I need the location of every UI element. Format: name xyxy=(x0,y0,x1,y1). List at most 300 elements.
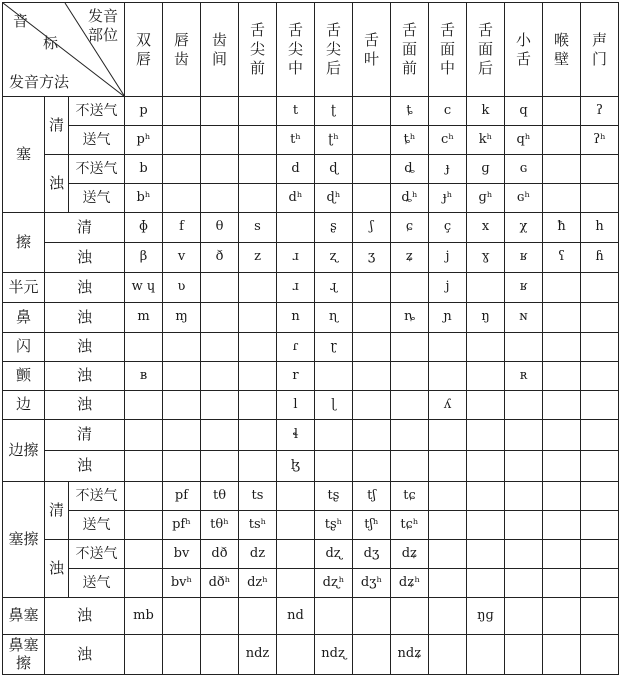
symbol-cell xyxy=(239,420,277,451)
symbol-cell: ɲ xyxy=(429,303,467,333)
symbol-cell: ɬ xyxy=(277,420,315,451)
manner-label-semivowel: 半元 xyxy=(3,273,45,303)
symbol-cell xyxy=(543,511,581,540)
symbol-cell xyxy=(353,362,391,391)
symbol-cell: ŋɡ xyxy=(467,598,505,635)
manner-label-prenasal: 鼻塞 xyxy=(3,598,45,635)
symbol-cell: p xyxy=(125,97,163,126)
aspiration-label: 送气 xyxy=(69,184,125,213)
symbol-cell xyxy=(201,333,239,362)
symbol-cell xyxy=(391,333,429,362)
table-row xyxy=(3,97,619,126)
symbol-cell xyxy=(353,420,391,451)
table-row xyxy=(3,155,619,184)
symbol-cell xyxy=(543,303,581,333)
symbol-cell xyxy=(505,569,543,598)
symbol-cell xyxy=(543,569,581,598)
symbol-cell xyxy=(581,362,619,391)
symbol-cell xyxy=(581,420,619,451)
symbol-cell xyxy=(277,213,315,243)
symbol-cell xyxy=(391,391,429,420)
symbol-cell xyxy=(277,540,315,569)
manner-label-prenasal-affricate: 鼻塞擦 xyxy=(3,635,45,675)
symbol-cell xyxy=(353,184,391,213)
symbol-cell: ʁ xyxy=(505,273,543,303)
symbol-cell xyxy=(581,482,619,511)
voicing-label: 浊 xyxy=(45,635,125,675)
ipa-consonant-table-container xyxy=(2,2,619,675)
symbol-cell: ʙ xyxy=(125,362,163,391)
aspiration-label: 送气 xyxy=(69,569,125,598)
symbol-cell xyxy=(505,451,543,482)
symbol-cell xyxy=(353,391,391,420)
symbol-cell: dʑ xyxy=(391,540,429,569)
symbol-cell: n xyxy=(277,303,315,333)
symbol-cell xyxy=(239,97,277,126)
symbol-cell xyxy=(353,635,391,675)
symbol-cell xyxy=(505,482,543,511)
table-row xyxy=(3,391,619,420)
symbol-cell xyxy=(543,126,581,155)
place-header: 唇齿 xyxy=(163,3,201,97)
symbol-cell xyxy=(239,391,277,420)
symbol-cell: f xyxy=(163,213,201,243)
symbol-cell xyxy=(581,303,619,333)
symbol-cell: ʕ xyxy=(543,243,581,273)
symbol-cell xyxy=(239,184,277,213)
table-row xyxy=(3,243,619,273)
symbol-cell xyxy=(581,511,619,540)
symbol-cell xyxy=(581,598,619,635)
symbol-cell xyxy=(201,97,239,126)
symbol-cell xyxy=(239,273,277,303)
symbol-cell xyxy=(467,333,505,362)
symbol-cell: ɴ xyxy=(505,303,543,333)
symbol-cell: ɻ xyxy=(315,273,353,303)
symbol-cell xyxy=(353,273,391,303)
symbol-cell: ʒ xyxy=(353,243,391,273)
symbol-cell xyxy=(163,362,201,391)
symbol-cell xyxy=(353,333,391,362)
place-header: 喉壁 xyxy=(543,3,581,97)
place-header: 小舌 xyxy=(505,3,543,97)
voicing-label: 浊 xyxy=(45,333,125,362)
corner-label-place: 发音部位 xyxy=(87,7,118,44)
symbol-cell: ç xyxy=(429,213,467,243)
symbol-cell xyxy=(201,303,239,333)
symbol-cell xyxy=(163,155,201,184)
symbol-cell xyxy=(391,420,429,451)
table-row xyxy=(3,420,619,451)
symbol-cell xyxy=(543,420,581,451)
symbol-cell xyxy=(429,569,467,598)
symbol-cell: tɕ xyxy=(391,482,429,511)
symbol-cell xyxy=(581,540,619,569)
symbol-cell xyxy=(163,391,201,420)
manner-label-fricative: 擦 xyxy=(3,213,45,273)
symbol-cell xyxy=(429,451,467,482)
symbol-cell xyxy=(277,569,315,598)
symbol-cell xyxy=(125,540,163,569)
symbol-cell xyxy=(353,97,391,126)
table-row xyxy=(3,333,619,362)
corner-label-biao: 标 xyxy=(43,34,59,52)
symbol-cell xyxy=(315,451,353,482)
symbol-cell xyxy=(429,598,467,635)
aspiration-label: 不送气 xyxy=(69,540,125,569)
aspiration-label: 不送气 xyxy=(69,155,125,184)
manner-label-lateral-fricative: 边擦 xyxy=(3,420,45,482)
symbol-cell: bvʰ xyxy=(163,569,201,598)
symbol-cell xyxy=(201,391,239,420)
symbol-cell: ɟʰ xyxy=(429,184,467,213)
corner-label-manner: 发音方法 xyxy=(9,72,70,91)
place-header: 双唇 xyxy=(125,3,163,97)
symbol-cell: t xyxy=(277,97,315,126)
symbol-cell: m xyxy=(125,303,163,333)
symbol-cell: cʰ xyxy=(429,126,467,155)
symbol-cell: ȵ xyxy=(391,303,429,333)
symbol-cell xyxy=(505,391,543,420)
symbol-cell: ħ xyxy=(543,213,581,243)
symbol-cell xyxy=(353,126,391,155)
symbol-cell: ɹ xyxy=(277,273,315,303)
voicing-label: 清 xyxy=(45,420,125,451)
symbol-cell xyxy=(543,333,581,362)
symbol-cell: ɣ xyxy=(467,243,505,273)
symbol-cell xyxy=(543,482,581,511)
symbol-cell xyxy=(581,155,619,184)
symbol-cell xyxy=(125,420,163,451)
symbol-cell xyxy=(125,511,163,540)
symbol-cell xyxy=(581,333,619,362)
symbol-cell: dʑʰ xyxy=(391,569,429,598)
symbol-cell xyxy=(353,303,391,333)
symbol-cell: ɢʰ xyxy=(505,184,543,213)
symbol-cell xyxy=(315,598,353,635)
symbol-cell xyxy=(201,184,239,213)
place-header: 舌叶 xyxy=(353,3,391,97)
symbol-cell: ʎ xyxy=(429,391,467,420)
symbol-cell: ndz xyxy=(239,635,277,675)
table-row xyxy=(3,362,619,391)
symbol-cell xyxy=(581,273,619,303)
symbol-cell: tʂʰ xyxy=(315,511,353,540)
symbol-cell xyxy=(505,511,543,540)
symbol-cell: dʐʰ xyxy=(315,569,353,598)
symbol-cell xyxy=(543,97,581,126)
place-header: 声门 xyxy=(581,3,619,97)
symbol-cell xyxy=(201,362,239,391)
symbol-cell xyxy=(391,362,429,391)
place-header: 舌面中 xyxy=(429,3,467,97)
symbol-cell: tʃ xyxy=(353,482,391,511)
place-header: 舌尖后 xyxy=(315,3,353,97)
place-header: 舌面后 xyxy=(467,3,505,97)
manner-label-affricate: 塞擦 xyxy=(3,482,45,598)
symbol-cell: pf xyxy=(163,482,201,511)
symbol-cell xyxy=(163,635,201,675)
table-row xyxy=(3,635,619,675)
symbol-cell xyxy=(163,126,201,155)
voicing-label: 浊 xyxy=(45,391,125,420)
table-row xyxy=(3,184,619,213)
voicing-label: 清 xyxy=(45,97,69,155)
symbol-cell xyxy=(201,126,239,155)
symbol-cell: h xyxy=(581,213,619,243)
table-row xyxy=(3,451,619,482)
symbol-cell xyxy=(543,184,581,213)
manner-label-flap: 闪 xyxy=(3,333,45,362)
symbol-cell: tθ xyxy=(201,482,239,511)
symbol-cell: j xyxy=(429,273,467,303)
symbol-cell xyxy=(543,362,581,391)
symbol-cell xyxy=(467,362,505,391)
symbol-cell: j xyxy=(429,243,467,273)
symbol-cell: dðʰ xyxy=(201,569,239,598)
symbol-cell xyxy=(581,635,619,675)
symbol-cell: ɾ xyxy=(277,333,315,362)
symbol-cell: ʁ xyxy=(505,243,543,273)
aspiration-label: 不送气 xyxy=(69,97,125,126)
symbol-cell: ʔ xyxy=(581,97,619,126)
symbol-cell xyxy=(429,482,467,511)
place-header: 舌尖中 xyxy=(277,3,315,97)
symbol-cell xyxy=(543,391,581,420)
symbol-cell: tʃʰ xyxy=(353,511,391,540)
symbol-cell xyxy=(239,598,277,635)
symbol-cell xyxy=(429,420,467,451)
symbol-cell xyxy=(391,451,429,482)
manner-label-trill: 颤 xyxy=(3,362,45,391)
symbol-cell xyxy=(125,635,163,675)
symbol-cell: ɮ xyxy=(277,451,315,482)
symbol-cell: b xyxy=(125,155,163,184)
symbol-cell xyxy=(429,511,467,540)
symbol-cell xyxy=(163,97,201,126)
symbol-cell: tʰ xyxy=(277,126,315,155)
symbol-cell: ȡ xyxy=(391,155,429,184)
symbol-cell: dʒ xyxy=(353,540,391,569)
symbol-cell: ndʑ xyxy=(391,635,429,675)
symbol-cell: tsʰ xyxy=(239,511,277,540)
ipa-consonant-table xyxy=(2,2,619,675)
symbol-cell xyxy=(353,451,391,482)
symbol-cell: β xyxy=(125,243,163,273)
symbol-cell xyxy=(429,362,467,391)
symbol-cell: ɸ xyxy=(125,213,163,243)
symbol-cell: bv xyxy=(163,540,201,569)
symbol-cell xyxy=(125,391,163,420)
symbol-cell xyxy=(201,598,239,635)
place-header: 齿间 xyxy=(201,3,239,97)
symbol-cell xyxy=(353,155,391,184)
symbol-cell: ʑ xyxy=(391,243,429,273)
table-row xyxy=(3,273,619,303)
symbol-cell: bʰ xyxy=(125,184,163,213)
corner-label-yin: 音 xyxy=(13,12,29,30)
symbol-cell: ts xyxy=(239,482,277,511)
manner-label-lateral: 边 xyxy=(3,391,45,420)
table-row xyxy=(3,482,619,511)
symbol-cell xyxy=(201,451,239,482)
symbol-cell: χ xyxy=(505,213,543,243)
symbol-cell xyxy=(125,333,163,362)
symbol-cell xyxy=(277,482,315,511)
manner-label-nasal: 鼻 xyxy=(3,303,45,333)
symbol-cell xyxy=(581,184,619,213)
symbol-cell: x xyxy=(467,213,505,243)
voicing-label: 浊 xyxy=(45,155,69,213)
symbol-cell: ɖʰ xyxy=(315,184,353,213)
symbol-cell: dʒʰ xyxy=(353,569,391,598)
symbol-cell xyxy=(543,598,581,635)
symbol-cell: ð xyxy=(201,243,239,273)
voicing-label: 浊 xyxy=(45,243,125,273)
symbol-cell: ɡʰ xyxy=(467,184,505,213)
voicing-label: 浊 xyxy=(45,362,125,391)
symbol-cell xyxy=(239,333,277,362)
symbol-cell xyxy=(581,391,619,420)
symbol-cell xyxy=(581,569,619,598)
symbol-cell xyxy=(391,598,429,635)
symbol-cell xyxy=(353,598,391,635)
symbol-cell: ʐ xyxy=(315,243,353,273)
symbol-cell: ɭ xyxy=(315,391,353,420)
symbol-cell: pfʰ xyxy=(163,511,201,540)
table-row xyxy=(3,569,619,598)
symbol-cell: ɱ xyxy=(163,303,201,333)
symbol-cell xyxy=(239,362,277,391)
symbol-cell: tθʰ xyxy=(201,511,239,540)
symbol-cell: ȶʰ xyxy=(391,126,429,155)
symbol-cell: ʔʰ xyxy=(581,126,619,155)
symbol-cell xyxy=(467,451,505,482)
symbol-cell xyxy=(505,333,543,362)
symbol-cell xyxy=(429,540,467,569)
symbol-cell xyxy=(163,333,201,362)
symbol-cell: ɖ xyxy=(315,155,353,184)
table-row xyxy=(3,126,619,155)
symbol-cell xyxy=(201,635,239,675)
symbol-cell xyxy=(239,451,277,482)
symbol-cell: tʂ xyxy=(315,482,353,511)
place-header: 舌尖前 xyxy=(239,3,277,97)
symbol-cell xyxy=(315,420,353,451)
symbol-cell: ɹ xyxy=(277,243,315,273)
symbol-cell xyxy=(543,635,581,675)
voicing-label: 清 xyxy=(45,213,125,243)
voicing-label: 浊 xyxy=(45,451,125,482)
symbol-cell: ɦ xyxy=(581,243,619,273)
symbol-cell xyxy=(391,273,429,303)
symbol-cell: tɕʰ xyxy=(391,511,429,540)
symbol-cell: ȡʰ xyxy=(391,184,429,213)
table-row xyxy=(3,303,619,333)
corner-cell xyxy=(3,3,125,97)
symbol-cell: kʰ xyxy=(467,126,505,155)
symbol-cell xyxy=(429,333,467,362)
aspiration-label: 不送气 xyxy=(69,482,125,511)
aspiration-label: 送气 xyxy=(69,126,125,155)
manner-label-stop: 塞 xyxy=(3,97,45,213)
symbol-cell xyxy=(543,451,581,482)
symbol-cell: pʰ xyxy=(125,126,163,155)
symbol-cell: r xyxy=(277,362,315,391)
symbol-cell: ɽ xyxy=(315,333,353,362)
aspiration-label: 送气 xyxy=(69,511,125,540)
symbol-cell xyxy=(239,155,277,184)
table-row xyxy=(3,511,619,540)
symbol-cell: ŋ xyxy=(467,303,505,333)
symbol-cell: w ɥ xyxy=(125,273,163,303)
symbol-cell xyxy=(201,273,239,303)
symbol-cell xyxy=(239,126,277,155)
table-row xyxy=(3,213,619,243)
symbol-cell xyxy=(163,184,201,213)
voicing-label: 浊 xyxy=(45,273,125,303)
symbol-cell: q xyxy=(505,97,543,126)
symbol-cell xyxy=(467,391,505,420)
symbol-cell xyxy=(125,569,163,598)
symbol-cell: ʃ xyxy=(353,213,391,243)
symbol-cell xyxy=(239,303,277,333)
symbol-cell: dð xyxy=(201,540,239,569)
symbol-cell xyxy=(277,635,315,675)
symbol-cell xyxy=(581,451,619,482)
symbol-cell: s xyxy=(239,213,277,243)
symbol-cell xyxy=(163,598,201,635)
symbol-cell: ʋ xyxy=(163,273,201,303)
voicing-label: 浊 xyxy=(45,540,69,598)
voicing-label: 浊 xyxy=(45,598,125,635)
symbol-cell xyxy=(543,540,581,569)
symbol-cell xyxy=(467,273,505,303)
symbol-cell xyxy=(543,155,581,184)
symbol-cell xyxy=(467,635,505,675)
table-row xyxy=(3,598,619,635)
symbol-cell: dʐ xyxy=(315,540,353,569)
table-row xyxy=(3,540,619,569)
symbol-cell: k xyxy=(467,97,505,126)
voicing-label: 浊 xyxy=(45,303,125,333)
symbol-cell: ɳ xyxy=(315,303,353,333)
symbol-cell xyxy=(467,420,505,451)
symbol-cell: dʰ xyxy=(277,184,315,213)
symbol-cell: ʈʰ xyxy=(315,126,353,155)
symbol-cell xyxy=(125,482,163,511)
place-header: 舌面前 xyxy=(391,3,429,97)
symbol-cell xyxy=(543,273,581,303)
symbol-cell: v xyxy=(163,243,201,273)
symbol-cell: qʰ xyxy=(505,126,543,155)
symbol-cell xyxy=(201,155,239,184)
symbol-cell xyxy=(163,451,201,482)
symbol-cell: ɕ xyxy=(391,213,429,243)
symbol-cell: ȶ xyxy=(391,97,429,126)
symbol-cell: ɡ xyxy=(467,155,505,184)
symbol-cell: ʂ xyxy=(315,213,353,243)
header-row xyxy=(3,3,619,97)
symbol-cell xyxy=(467,569,505,598)
symbol-cell: ɢ xyxy=(505,155,543,184)
symbol-cell: ɟ xyxy=(429,155,467,184)
symbol-cell: dzʰ xyxy=(239,569,277,598)
symbol-cell xyxy=(467,511,505,540)
symbol-cell: ʈ xyxy=(315,97,353,126)
symbol-cell xyxy=(505,540,543,569)
symbol-cell: c xyxy=(429,97,467,126)
